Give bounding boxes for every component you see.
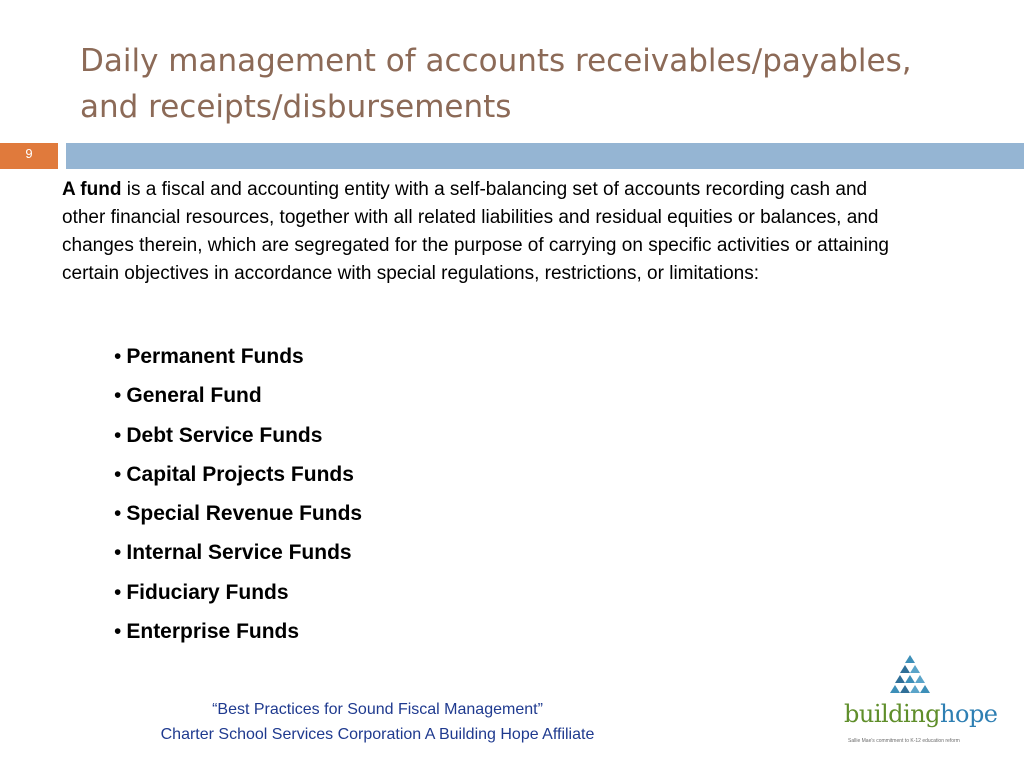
building-hope-logo [838, 654, 998, 750]
bullet-icon: • [114, 423, 122, 447]
fund-list-item [114, 338, 362, 377]
bullet-icon: • [114, 580, 122, 604]
fund-list-item [114, 534, 362, 573]
fund-types-list [114, 338, 362, 652]
fund-name: Capital Projects Funds [126, 462, 354, 486]
bullet-icon: • [114, 502, 122, 526]
bullet-icon: • [114, 620, 122, 644]
triangle-pyramid-icon [890, 654, 930, 694]
logo-word-hope: hope [940, 700, 998, 728]
logo-word-building: building [844, 700, 941, 728]
fund-list-item [114, 495, 362, 534]
fund-name: Fiduciary Funds [126, 580, 289, 604]
header-bar [66, 143, 1024, 169]
bullet-icon: • [114, 462, 122, 486]
logo-wordmark [844, 700, 998, 728]
slide-title [80, 38, 980, 130]
bullet-icon: • [114, 541, 122, 565]
slide-header-band [0, 143, 1024, 169]
fund-list-item [114, 417, 362, 456]
definition-term: A fund [62, 179, 122, 200]
fund-name: Enterprise Funds [126, 620, 300, 644]
fund-name: General Fund [126, 384, 262, 408]
title-line-2: and receipts/disbursements [80, 89, 512, 125]
footer-affiliate: Charter School Services Corporation A Building Hope Affiliate [160, 726, 595, 743]
fund-definition [62, 176, 912, 288]
bullet-icon: • [114, 384, 122, 408]
fund-name: Special Revenue Funds [126, 502, 363, 526]
logo-tagline: Sallie Mae's commitment to K-12 education reform [848, 738, 960, 744]
fund-list-item [114, 613, 362, 652]
definition-text: is a fiscal and accounting entity with a self-balancing set of accounts recording cash and other financial resources, together with all related liabilities and residual equities or balances, and changes therein, which are segregated for the purpose of carrying on specific activities or attaining certain objectives in accordance with special regulations, restrictions, or limitations: [62, 179, 889, 284]
footer [70, 697, 685, 747]
fund-name: Internal Service Funds [126, 541, 352, 565]
fund-name: Permanent Funds [126, 345, 304, 368]
slide-number: 9 [25, 146, 33, 161]
fund-list-item [114, 574, 362, 613]
fund-name: Debt Service Funds [126, 423, 323, 447]
title-line-1: Daily management of accounts receivables/payables, [80, 43, 912, 79]
footer-quote: “Best Practices for Sound Fiscal Management” [212, 701, 543, 718]
fund-list-item [114, 377, 362, 416]
fund-list-item [114, 456, 362, 495]
bullet-icon: • [114, 345, 122, 368]
